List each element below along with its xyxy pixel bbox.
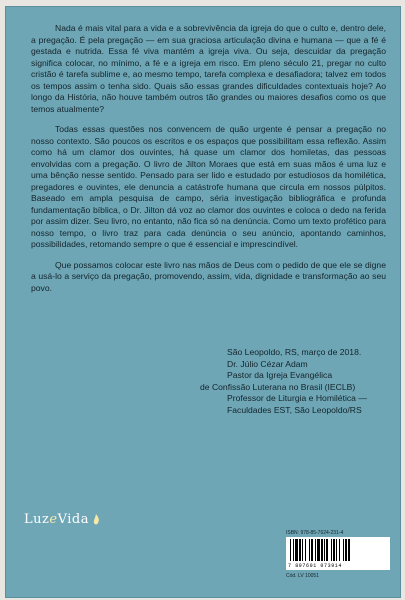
barcode-bar	[331, 539, 332, 561]
logo-wordmark	[24, 512, 89, 527]
barcode-bar	[336, 539, 337, 561]
product-code: Cód. LV 10051	[286, 573, 319, 579]
paragraph-2: Todas essas questões nos convencem de quão urgente é pensar a pregação no nosso contexto. São poucos os escritos e os espaços que possibilitam essa reflexão. Assim como há um clamor dos ouvintes, há quase um clamor dos homiletas, das pessoas envolvidas com a pregação. O livro de Jilton Moraes que está em suas mãos é uma luz e uma bênção nesse sentido. Pensado para ser lido e estudado por estudiosos da homilética, pregadores e ouvintes, ele denuncia a catástrofe humana que circula em nossos púlpitos. Baseado em ampla pesquisa de campo, séria investigação bibliográfica e profunda fundamentação bíblica, o Dr. Jilton dá voz ao clamor dos ouvintes e coloca o dedo na ferida por assim dizer. Seu livro, no entanto, não fica só na denúncia. Como um texto profético para nosso tempo, o livro traz para cada denúncia o seu anúncio, apontando caminhos, possibilidades, retomando sempre o que é essencial e imprescindível.	[31, 124, 386, 249]
logo-word-e: e	[49, 512, 58, 527]
back-cover	[5, 6, 401, 598]
barcode-bar	[345, 539, 347, 561]
signature-role-2: de Confissão Luterana no Brasil (IECLB)	[200, 381, 356, 392]
barcode-bar	[343, 539, 344, 561]
signature-role-3: Professor de Liturgia e Homilética —	[227, 393, 367, 403]
logo-word-luz: Luz	[24, 512, 50, 527]
barcode-bar	[309, 539, 310, 561]
logo-word-vida: Vida	[57, 512, 89, 527]
barcode-bar	[293, 539, 294, 561]
barcode-bars	[288, 539, 388, 561]
barcode-bar	[290, 539, 291, 561]
signature-role-4: Faculdades EST, São Leopoldo/RS	[227, 404, 362, 415]
barcode-bar	[295, 539, 298, 561]
isbn-label: ISBN: 978-85-7624-231-4	[286, 530, 344, 536]
barcode-bar	[326, 539, 328, 561]
signature-place-date: São Leopoldo, RS, março de 2018.	[227, 347, 362, 357]
barcode-digits: 7 897601 073914	[288, 563, 343, 569]
barcode-bar	[299, 539, 301, 561]
publisher-logo	[24, 512, 101, 527]
signature-block	[200, 347, 390, 416]
paragraph-3: Que possamos colocar este livro nas mãos de Deus com o pedido de que ele se digne a usá-lo a serviço da pregação, promovendo, assim, vida, dignidade e transformação ao seu povo.	[31, 259, 386, 293]
barcode-bar	[348, 539, 350, 561]
barcode-bar	[315, 539, 316, 561]
cover-text	[31, 23, 386, 303]
signature-name: Dr. Júlio Cézar Adam	[227, 358, 308, 369]
flame-logo-icon	[91, 513, 101, 527]
signature-role-1: Pastor da Igreja Evangélica	[227, 370, 333, 380]
paragraph-1: Nada é mais vital para a vida e a sobrevivência da igreja do que o culto e, dentro dele, a pregação. É pela pregação — em sua graciosa articulação divina e humana — que a fé é gestada e nutrida. Essa fé viva mantém a igreja viva. Ou seja, descuidar da pregação significa colocar, no mínimo, a fé e a igreja em risco. Em pleno século 21, pregar no culto cristão é tarefa sublime e, ao mesmo tempo, tarefa complexa e desafiadora; talvez em todos os tempos assim o tenha sido. Quais são essas grandes dificuldades contextuais hoje? Ao longo da História, não houve também outros tão grandes ou maiores desafios como os que temos atualmente?	[31, 23, 386, 114]
barcode-bar	[305, 539, 306, 561]
barcode-bar	[339, 539, 340, 561]
barcode-bar	[321, 539, 323, 561]
barcode-bar	[302, 539, 303, 561]
barcode-bar	[324, 539, 325, 561]
barcode-bar	[311, 539, 313, 561]
barcode	[286, 537, 390, 570]
barcode-bar	[317, 539, 320, 561]
barcode-bar	[333, 539, 335, 561]
